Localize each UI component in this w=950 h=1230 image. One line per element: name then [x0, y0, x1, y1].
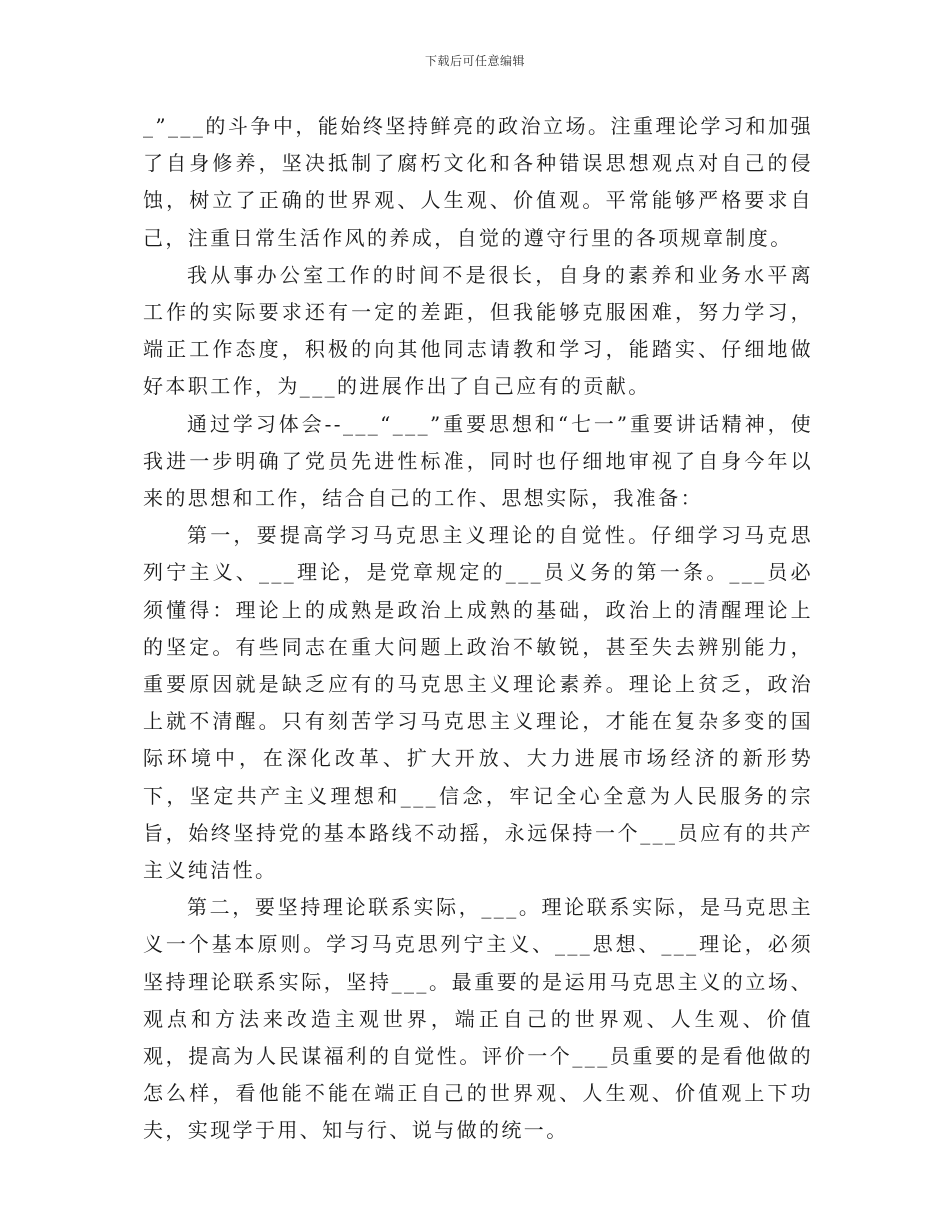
page-header-note: 下载后可任意编辑 — [424, 54, 525, 68]
paragraph-5: 第二，要坚持理论联系实际，___。理论联系实际，是马克思主义一个基本原则。学习马克思列宁主义、___思想、___理论，必须坚持理论联系实际，坚持___。最重要的是运用马克思主义的立场、观点和方法来改造主观世界，端正自己的世界观、人生观、价值观，提高为人民谋福利的自觉性。评价一个___员重要的是看他做的怎么样，看他能不能在端正自己的世界观、人生观、价值观上下功夫，实现学于用、知与行、说与做的统一。 — [143, 895, 813, 1143]
paragraph-2: 我从事办公室工作的时间不是很长，自身的素养和业务水平离工作的实际要求还有一定的差距，但我能够克服困难，努力学习，端正工作态度，积极的向其他同志请教和学习，能踏实、仔细地做好本职工作，为___的进展作出了自己应有的贡献。 — [143, 262, 813, 399]
paragraph-3: 通过学习体会--___“___”重要思想和“七一”重要讲话精神，使我进一步明确了党员先进性标准，同时也仔细地审视了自身今年以来的思想和工作，结合自己的工作、思想实际，我准备： — [143, 411, 813, 511]
paragraph-1: _”___的斗争中，能始终坚持鲜亮的政治立场。注重理论学习和加强了自身修养，坚决抵制了腐朽文化和各种错误思想观点对自己的侵蚀，树立了正确的世界观、人生观、价值观。平常能够严格要求自己，注重日常生活作风的养成，自觉的遵守行里的各项规章制度。 — [143, 114, 813, 250]
paragraph-4: 第一，要提高学习马克思主义理论的自觉性。仔细学习马克思列宁主义、___理论，是党章规定的___员义务的第一条。___员必须懂得：理论上的成熟是政治上成熟的基础，政治上的清醒理论上的坚定。有些同志在重大问题上政治不敏锐，甚至失去辨别能力，重要原因就是缺乏应有的马克思主义理论素养。理论上贫乏，政治上就不清醒。只有刻苦学习马克思主义理论，才能在复杂多变的国际环境中，在深化改革、扩大开放、大力进展市场经济的新形势下，坚定共产主义理想和___信念，牢记全心全意为人民服务的宗旨，始终坚持党的基本路线不动摇，永远保持一个___员应有的共产主义纯洁性。 — [143, 523, 813, 883]
document-body — [143, 108, 813, 1150]
